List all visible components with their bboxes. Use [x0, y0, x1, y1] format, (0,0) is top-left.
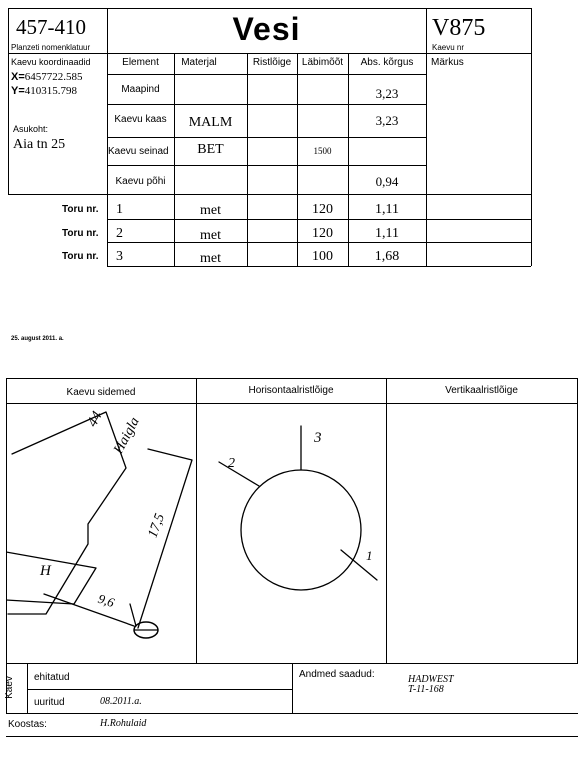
- address-value: Aia tn 25: [13, 137, 66, 152]
- col-header-abs: Abs. kõrgus: [360, 57, 414, 68]
- ehitatud-label: ehitatud: [34, 672, 70, 683]
- well-id-label: Kaevu nr: [432, 43, 465, 52]
- uuritud-label: uuritud: [34, 697, 65, 708]
- nomenclature-value: 457-410: [16, 15, 86, 39]
- hw-len2: 9,6: [96, 590, 117, 611]
- coord-y-value: 410315.798: [24, 85, 78, 97]
- site-plan-sketch: [6, 404, 196, 662]
- building-outline: [8, 412, 126, 614]
- kaev-label: Kaev: [3, 676, 15, 699]
- well-symbol: [134, 622, 158, 638]
- andmed-value-2: T-11-168: [408, 684, 444, 695]
- row-materjal: BET: [197, 142, 224, 157]
- col-header-ristloige: Ristlõige: [252, 57, 292, 68]
- dimension-line: [44, 594, 134, 626]
- col-header-materjal: Materjal: [181, 57, 217, 68]
- col-header-markus: Märkus: [431, 57, 464, 68]
- row-element: Kaevu seinad: [108, 146, 169, 157]
- pipe-abs: 1,11: [375, 226, 399, 241]
- pipe-label: Toru nr.: [62, 228, 99, 239]
- pipe-abs: 1,68: [374, 249, 400, 264]
- row-abs: 3,23: [375, 113, 399, 128]
- row-abs: 0,94: [375, 174, 399, 189]
- sketch-col-sidemed: Kaevu sidemed: [66, 387, 136, 398]
- row-element: Kaevu põhi: [115, 176, 166, 187]
- row-labimoot: 1500: [313, 146, 332, 156]
- well-id-value: V875: [432, 15, 486, 41]
- address-label: Asukoht:: [13, 124, 49, 134]
- hw-pipe-2: 2: [228, 456, 235, 471]
- parcel-line: [138, 449, 192, 628]
- andmed-value-1: HADWEST: [408, 674, 454, 685]
- pipe-labimoot: 100: [312, 249, 333, 264]
- pipe-materjal: met: [200, 228, 221, 243]
- row-element: Maapind: [121, 84, 160, 95]
- hw-pipe-1: 1: [366, 548, 373, 563]
- page-title: Vesi: [232, 11, 301, 47]
- pipe-labimoot: 120: [312, 202, 333, 217]
- uuritud-value: 08.2011.a.: [100, 696, 142, 707]
- pipe-label: Toru nr.: [62, 251, 99, 262]
- coord-x-label: X=: [11, 71, 25, 83]
- horizontal-section-sketch: [197, 404, 386, 662]
- col-header-element: Element: [122, 57, 159, 68]
- pipe-2-line: [219, 462, 259, 486]
- coord-x-value: 6457722.585: [24, 71, 83, 83]
- pipe-nr: 2: [116, 226, 123, 241]
- coord-y-label: Y=: [11, 85, 25, 97]
- pipe-nr: 1: [116, 202, 123, 217]
- road-line: [130, 604, 136, 626]
- coords-label: Kaevu koordinaadid: [11, 57, 91, 67]
- pipe-materjal: met: [200, 203, 221, 218]
- coord-x: [11, 71, 83, 83]
- hw-len1: 17,5: [145, 511, 169, 540]
- well-circle: [241, 470, 361, 590]
- sketch-col-horisontaal: Horisontaalristlõige: [248, 385, 334, 396]
- col-header-labimoot: Läbimõõt: [301, 57, 344, 68]
- hw-house-number: 44: [84, 408, 106, 430]
- coord-y: [11, 85, 77, 97]
- pipe-nr: 3: [116, 249, 123, 264]
- pipe-materjal: met: [200, 251, 221, 266]
- pipe-labimoot: 120: [312, 226, 333, 241]
- hw-h-label: H: [40, 563, 51, 579]
- row-element: Kaevu kaas: [114, 114, 167, 125]
- pipe-abs: 1,11: [375, 202, 399, 217]
- row-materjal: MALM: [188, 115, 233, 130]
- hw-pipe-3: 3: [314, 430, 322, 446]
- koostas-value: H.Rohulaid: [100, 718, 147, 729]
- nomenclature-label: Planzeti nomenklatuur: [11, 43, 91, 52]
- date-line: 25. august 2011. a.: [11, 336, 64, 342]
- hw-street: Haigla: [111, 415, 143, 457]
- andmed-label: Andmed saadud:: [299, 669, 375, 680]
- sketch-col-vertikaal: Vertikaalristlõige: [445, 385, 518, 396]
- pipe-label: Toru nr.: [62, 204, 99, 215]
- row-abs: 3,23: [375, 86, 399, 101]
- koostas-label: Koostas:: [8, 719, 47, 730]
